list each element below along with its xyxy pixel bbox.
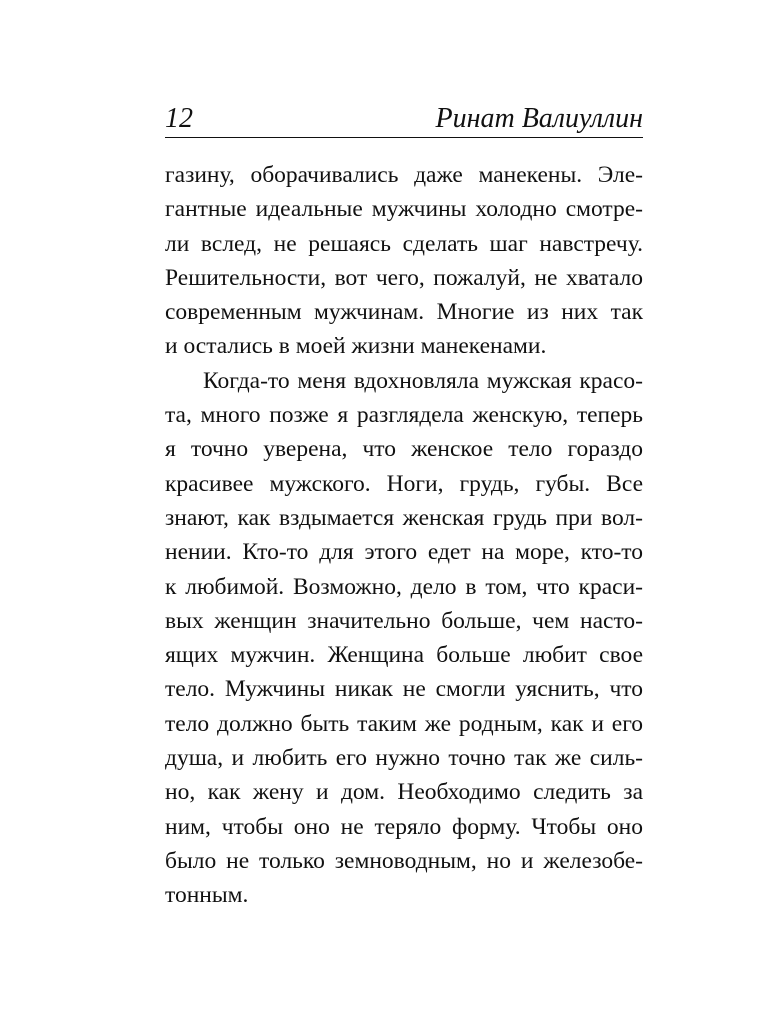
text-line: душа, и любить его нужно точно так же силь- [165, 745, 643, 772]
text-line: тело. Мужчины никак не смогли уяснить, что [165, 676, 643, 703]
text-line: красивее мужского. Ноги, грудь, губы. Все [165, 470, 643, 497]
running-header [165, 96, 643, 136]
text-line: нении. Кто-то для этого едет на море, кто-то [165, 539, 643, 566]
text-line: и остались в моей жизни манекенами. [165, 333, 547, 360]
text-line: тело должно быть таким же родным, как и его [165, 710, 643, 737]
body-text [165, 158, 643, 913]
text-line: я точно уверена, что женское тело гораздо [165, 436, 643, 463]
text-line: ли вслед, не решаясь сделать шаг навстречу. [165, 230, 643, 257]
text-line: к любимой. Возможно, дело в том, что краси- [165, 573, 643, 600]
text-line: Решительности, вот чего, пожалуй, не хватало [165, 264, 643, 291]
page-number: 12 [165, 103, 193, 134]
text-line: знают, как вздымается женская грудь при вол- [165, 504, 643, 531]
running-header-author: Ринат Валиуллин [435, 103, 643, 134]
text-line: та, много позже я разглядела женскую, теперь [165, 402, 643, 429]
text-line: было не только земноводным, но и железобе- [165, 847, 643, 874]
text-line: современным мужчинам. Многие из них так [165, 299, 643, 326]
text-line: гантные идеальные мужчины холодно смотре- [165, 196, 643, 223]
text-line: но, как жену и дом. Необходимо следить за [165, 779, 643, 806]
header-rule [165, 137, 643, 138]
text-line: тонным. [165, 882, 249, 909]
text-line: Когда-то меня вдохновляла мужская красо- [203, 367, 643, 394]
text-line: газину, оборачивались даже манекены. Эле- [165, 162, 643, 188]
text-line: ним, чтобы оно не теряло форму. Чтобы оно [165, 813, 643, 840]
text-line: ящих мужчин. Женщина больше любит свое [165, 642, 643, 669]
text-line: вых женщин значительно больше, чем насто- [165, 607, 643, 634]
